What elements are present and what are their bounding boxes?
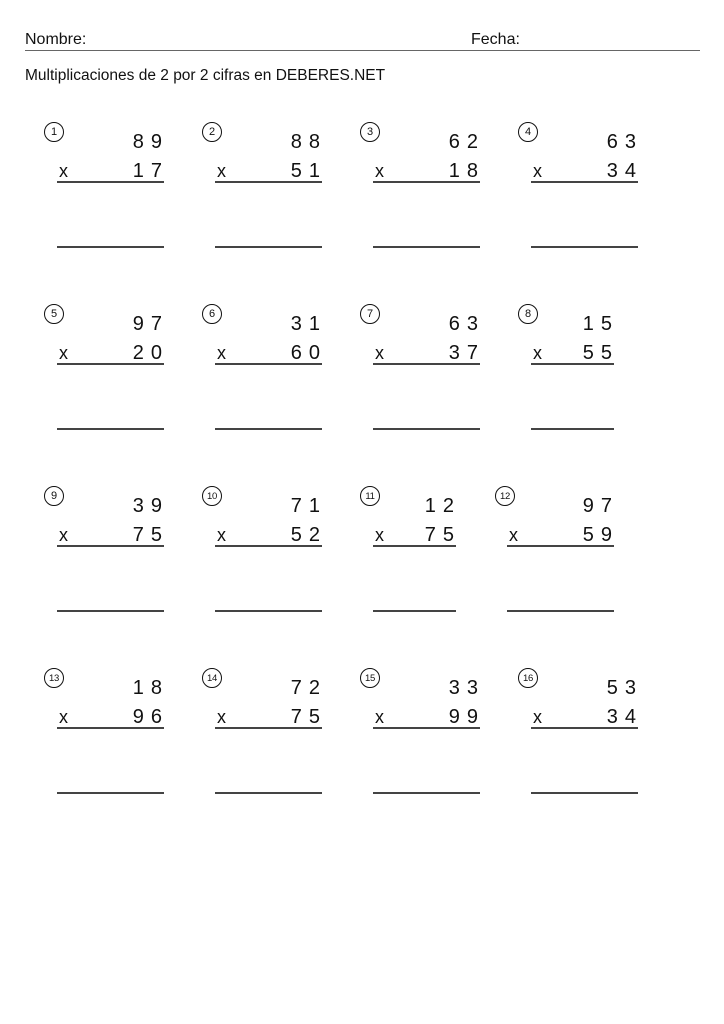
operation-line: [57, 545, 164, 547]
operation-line: [215, 727, 322, 729]
answer-line[interactable]: [215, 246, 322, 248]
problem-number-circle: 7: [360, 304, 380, 324]
problem-number-circle: 11: [360, 486, 380, 506]
answer-line[interactable]: [57, 792, 164, 794]
multiplier: 20: [132, 342, 169, 364]
multiply-sign: x: [217, 525, 226, 545]
problem-number-circle: 15: [360, 668, 380, 688]
answer-line[interactable]: [215, 610, 322, 612]
problem-number-circle: 4: [518, 122, 538, 142]
operation-line: [373, 545, 456, 547]
operation-line: [507, 545, 614, 547]
multiply-sign: x: [375, 525, 384, 545]
problem-number-circle: 5: [44, 304, 64, 324]
multiplier: 37: [448, 342, 485, 364]
operation-line: [215, 363, 322, 365]
multiply-sign: x: [217, 343, 226, 363]
multiplier: 99: [448, 706, 485, 728]
multiplier: 75: [424, 524, 461, 546]
answer-line[interactable]: [57, 246, 164, 248]
multiplicand: 71: [290, 495, 327, 517]
answer-line[interactable]: [531, 246, 638, 248]
multiply-sign: x: [375, 343, 384, 363]
answer-line[interactable]: [215, 428, 322, 430]
answer-line[interactable]: [531, 792, 638, 794]
answer-line[interactable]: [373, 246, 480, 248]
operation-line: [57, 363, 164, 365]
multiplier: 34: [606, 706, 643, 728]
problem-number-circle: 13: [44, 668, 64, 688]
operation-line: [531, 727, 638, 729]
answer-line[interactable]: [507, 610, 614, 612]
worksheet-title: Multiplicaciones de 2 por 2 cifras en DEBERES.NET: [25, 67, 386, 84]
multiply-sign: x: [59, 161, 68, 181]
multiplicand: 88: [290, 131, 327, 153]
answer-line[interactable]: [57, 428, 164, 430]
multiplier: 60: [290, 342, 327, 364]
multiplier: 18: [448, 160, 485, 182]
multiplicand: 39: [132, 495, 169, 517]
header-divider: [25, 50, 700, 51]
answer-line[interactable]: [373, 610, 456, 612]
problem-number-circle: 12: [495, 486, 515, 506]
multiplicand: 63: [606, 131, 643, 153]
problem-number-circle: 1: [44, 122, 64, 142]
nombre-label: Nombre:: [25, 31, 87, 48]
multiplicand: 63: [448, 313, 485, 335]
operation-line: [531, 181, 638, 183]
multiplicand: 33: [448, 677, 485, 699]
multiplicand: 31: [290, 313, 327, 335]
multiplier: 59: [582, 524, 619, 546]
operation-line: [373, 181, 480, 183]
answer-line[interactable]: [531, 428, 614, 430]
multiply-sign: x: [59, 525, 68, 545]
fecha-label: Fecha:: [471, 31, 520, 48]
multiply-sign: x: [217, 707, 226, 727]
operation-line: [373, 727, 480, 729]
multiply-sign: x: [375, 707, 384, 727]
operation-line: [57, 727, 164, 729]
multiply-sign: x: [59, 343, 68, 363]
multiplier: 55: [582, 342, 619, 364]
multiplicand: 53: [606, 677, 643, 699]
operation-line: [215, 181, 322, 183]
problem-number-circle: 3: [360, 122, 380, 142]
answer-line[interactable]: [373, 428, 480, 430]
multiplier: 34: [606, 160, 643, 182]
multiply-sign: x: [533, 343, 542, 363]
multiply-sign: x: [59, 707, 68, 727]
multiplier: 96: [132, 706, 169, 728]
operation-line: [531, 363, 614, 365]
multiplicand: 15: [582, 313, 619, 335]
problem-number-circle: 8: [518, 304, 538, 324]
problem-number-circle: 10: [202, 486, 222, 506]
multiply-sign: x: [533, 161, 542, 181]
problem-number-circle: 6: [202, 304, 222, 324]
answer-line[interactable]: [373, 792, 480, 794]
multiply-sign: x: [375, 161, 384, 181]
answer-line[interactable]: [57, 610, 164, 612]
multiply-sign: x: [217, 161, 226, 181]
multiplicand: 62: [448, 131, 485, 153]
operation-line: [57, 181, 164, 183]
multiplicand: 72: [290, 677, 327, 699]
multiplier: 51: [290, 160, 327, 182]
problem-number-circle: 14: [202, 668, 222, 688]
operation-line: [373, 363, 480, 365]
operation-line: [215, 545, 322, 547]
multiplicand: 89: [132, 131, 169, 153]
multiplier: 75: [290, 706, 327, 728]
multiplicand: 97: [132, 313, 169, 335]
multiplier: 17: [132, 160, 169, 182]
problem-number-circle: 16: [518, 668, 538, 688]
multiplicand: 97: [582, 495, 619, 517]
answer-line[interactable]: [215, 792, 322, 794]
multiply-sign: x: [533, 707, 542, 727]
problem-number-circle: 9: [44, 486, 64, 506]
multiplier: 75: [132, 524, 169, 546]
problem-number-circle: 2: [202, 122, 222, 142]
multiplicand: 18: [132, 677, 169, 699]
multiply-sign: x: [509, 525, 518, 545]
multiplicand: 12: [424, 495, 461, 517]
multiplier: 52: [290, 524, 327, 546]
